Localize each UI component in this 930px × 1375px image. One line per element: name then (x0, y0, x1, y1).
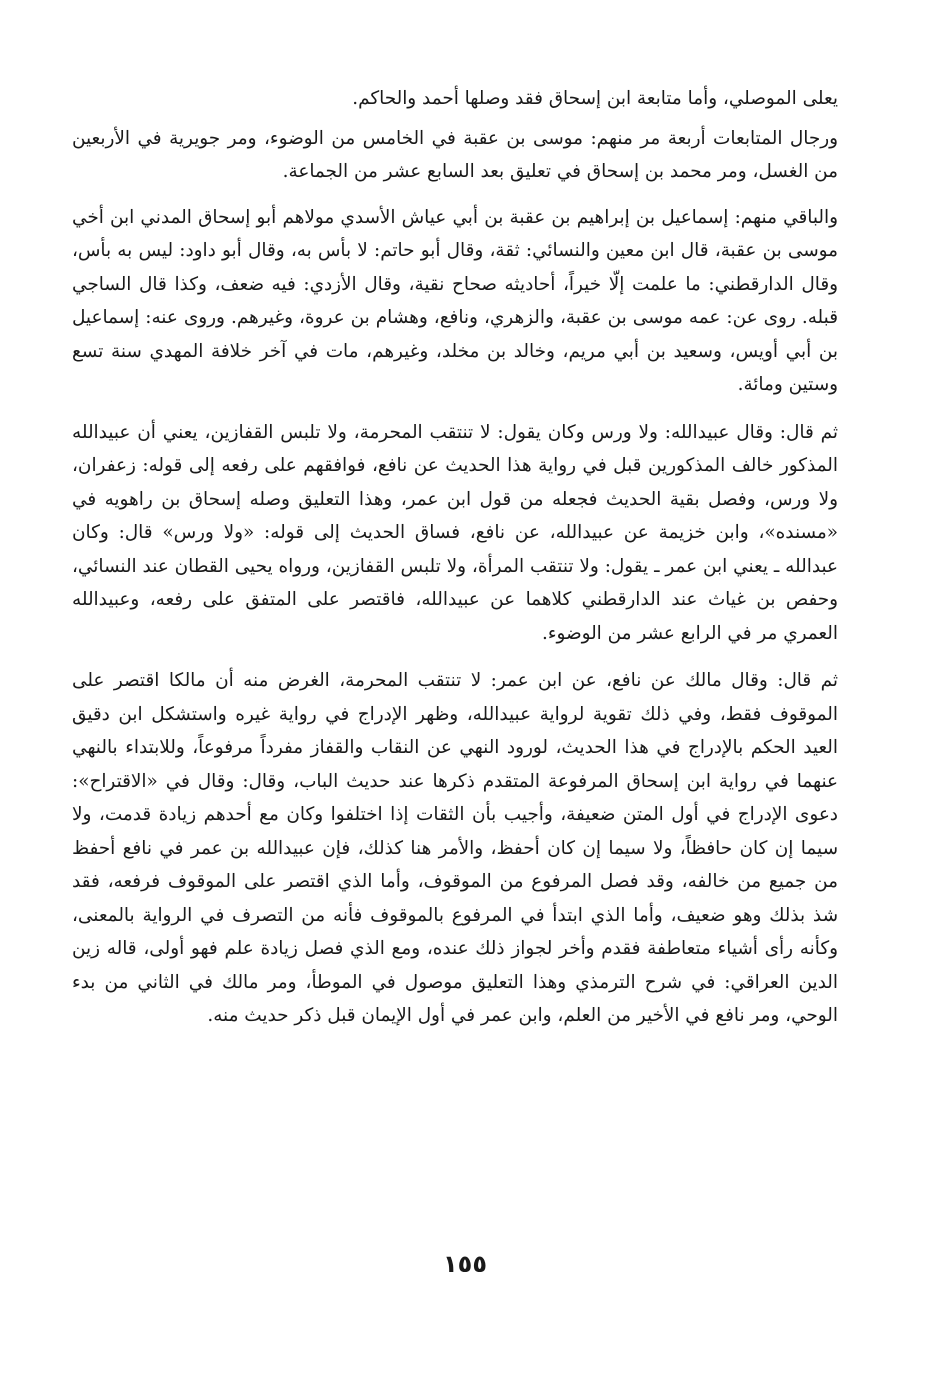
page-body (72, 82, 838, 1312)
paragraph-1: يعلى الموصلي، وأما متابعة ابن إسحاق فقد وصلها أحمد والحاكم. (352, 88, 838, 109)
paragraph-5: ثم قال: وقال مالك عن نافع، عن ابن عمر: لا تنتقب المحرمة، الغرض منه أن مالكا اقتصر على الموقوف فقط، وفي ذلك تقوية لرواية عبيدالله، وظهر الإدراج في رواية غيره واستشكل ابن دقيق العيد الحكم بالإدراج في هذا الحديث، لورود النهي عن النقاب والقفاز مفرداً مرفوعاً، وللابتداء بالنهي عنهما في رواية ابن إسحاق المرفوعة المتقدم ذكرها عند حديث الباب، وقال: وقال في «الاقتراح»: دعوى الإدراج في أول المتن ضعيفة، وأجيب بأن الثقات إذا اختلفوا وكان مع أحدهم زيادة قدمت، ولا سيما إن كان حافظاً، ولا سيما إن كان أحفظ، والأمر هنا كذلك، فإن عبيدالله بن عمر في نافع أحفظ من جميع من خالفه، وقد فصل المرفوع من الموقوف، وأما الذي اقتصر على الموقوف فرفعه، فقد شذ بذلك وهو ضعيف، وأما الذي ابتدأ في المرفوع بالموقوف فأنه من التصرف في الرواية بالمعنى، وكأنه رأى أشياء متعاطفة فقدم وأخر لجواز ذلك عنده، ومع الذي فصل زيادة علم فهو أولى، قاله زين الدين العراقي: في شرح الترمذي وهذا التعليق موصول في الموطأ، ومر مالك في الثاني من بدء الوحي، ومر نافع في الأخير من العلم، وابن عمر في أول الإيمان قبل ذكر حديث منه. (72, 670, 838, 1026)
paragraph-2: ورجال المتابعات أربعة مر منهم: موسى بن عقبة في الخامس من الوضوء، ومر جويرية في الأربعين من الغسل، ومر محمد بن إسحاق في تعليق بعد السابع عشر من الجماعة. (72, 127, 838, 182)
paragraph-4: ثم قال: وقال عبيدالله: ولا ورس وكان يقول: لا تنتقب المحرمة، ولا تلبس القفازين، يعني أن عبيدالله المذكور خالف المذكورين قبل في رواية هذا الحديث عن نافع، فوافقهم على رفعه إلى قوله: زعفران، ولا ورس، وفصل بقية الحديث فجعله من قول ابن عمر، وهذا التعليق وصله إسحاق بن راهويه في «مسنده»، وابن خزيمة عن عبيدالله، عن نافع، فساق الحديث إلى قوله: «ولا ورس» قال: وكان عبدالله ـ يعني ابن عمر ـ يقول: ولا تنتقب المرأة، ولا تلبس القفازين، ورواه يحيى القطان عند النسائي، وحفص بن غياث عند الدارقطني كلاهما عن عبيدالله، فاقتصر على المتفق على رفعه، وعبيدالله العمري مر في الرابع عشر من الوضوء. (72, 421, 838, 644)
paragraph-3: والباقي منهم: إسماعيل بن إبراهيم بن عقبة بن أبي عياش الأسدي مولاهم أبو إسحاق المدني ابن أخي موسى بن عقبة، قال ابن معين والنسائي: ثقة، وقال أبو حاتم: لا بأس به، وقال أبو داود: ليس به بأس، وقال الدارقطني: ما علمت إلّا خيراً، أحاديثه صحاح نقية، وقال الأزدي: فيه ضعف، وكذا قال الساجي قبله. روى عن: عمه موسى بن عقبة، والزهري، ونافع، وهشام بن عروة، وغيرهم. وروى عنه: إسماعيل بن أبي أويس، وسعيد بن أبي مريم، وخالد بن مخلد، وغيرهم، مات في آخر خلافة المهدي سنة تسع وستين ومائة. (72, 206, 838, 395)
page-number: ١٥٥ (443, 1250, 487, 1278)
